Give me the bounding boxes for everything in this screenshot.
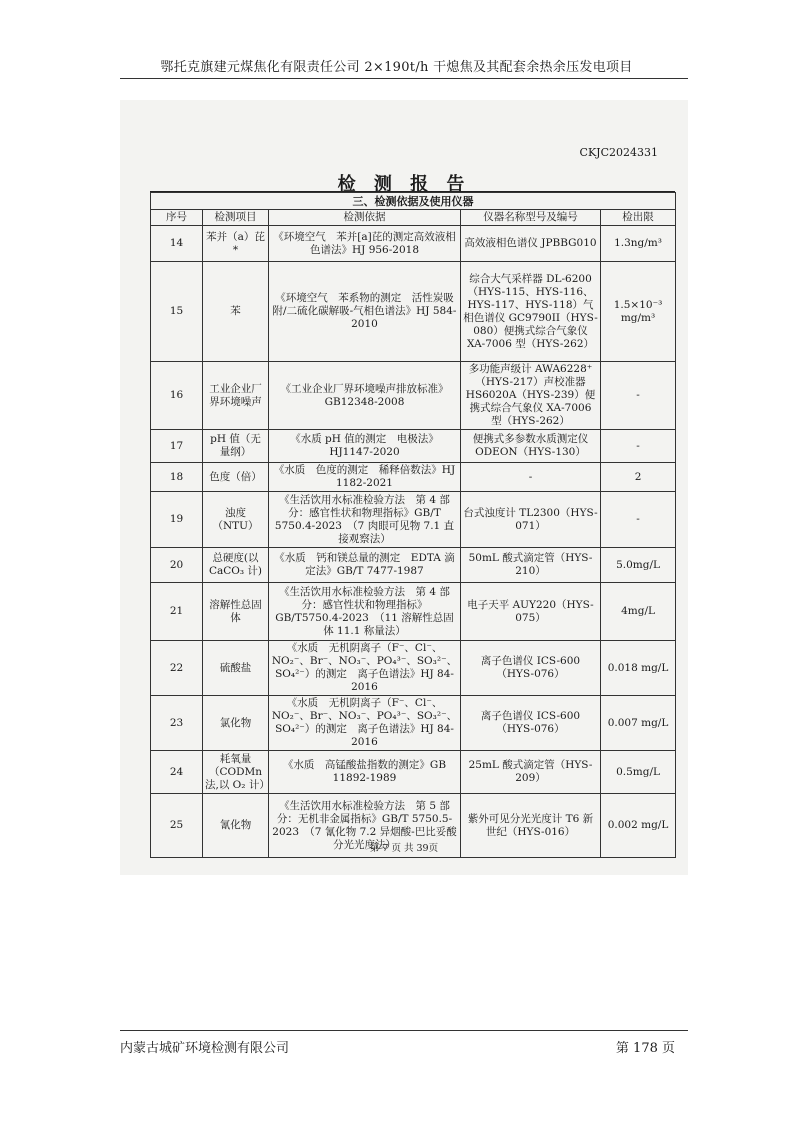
- table-row: [151, 463, 676, 492]
- cell-item: pH 值（无量纲）: [203, 430, 269, 463]
- table-row: [151, 696, 676, 751]
- footer-rule: [120, 1030, 688, 1031]
- cell-limit: 2: [601, 463, 676, 492]
- cell-limit: -: [601, 492, 676, 548]
- cell-no: 14: [151, 226, 203, 262]
- cell-item: 氰化物: [203, 794, 269, 858]
- section-title: 三、检测依据及使用仪器: [151, 193, 676, 210]
- table-row: [151, 492, 676, 548]
- cell-instrument: 25mL 酸式滴定管（HYS-209）: [461, 751, 601, 794]
- table-row: [151, 641, 676, 696]
- cell-basis: 《生活饮用水标准检验方法 第 5 部分：无机非金属指标》GB/T 5750.5-2023 （7 氰化物 7.2 异烟酸-巴比妥酸分光光度法）: [269, 794, 461, 858]
- cell-item: 耗氧量（CODMn 法,以 O₂ 计）: [203, 751, 269, 794]
- cell-basis: 《工业企业厂界环境噪声排放标准》GB12348-2008: [269, 362, 461, 430]
- cell-item: 溶解性总固体: [203, 583, 269, 641]
- cell-limit: 0.002 mg/L: [601, 794, 676, 858]
- cell-basis: 《水质 色度的测定 稀释倍数法》HJ 1182-2021: [269, 463, 461, 492]
- cell-item: 工业企业厂界环境噪声: [203, 362, 269, 430]
- cell-basis: 《生活饮用水标准检验方法 第 4 部分：感官性状和物理指标》GB/T5750.4-2023 （11 溶解性总固体 11.1 称量法）: [269, 583, 461, 641]
- cell-basis: 《水质 钙和镁总量的测定 EDTA 滴定法》GB/T 7477-1987: [269, 548, 461, 583]
- cell-instrument: 多功能声级计 AWA6228⁺（HYS-217）声校准器 HS6020A（HYS-239）便携式综合气象仪 XA-7006 型（HYS-262）: [461, 362, 601, 430]
- cell-instrument: 离子色谱仪 ICS-600（HYS-076）: [461, 641, 601, 696]
- cell-item: 色度（倍）: [203, 463, 269, 492]
- cell-instrument: 高效液相色谱仪 JPBBG010: [461, 226, 601, 262]
- cell-basis: 《水质 无机阴离子（F⁻、Cl⁻、NO₂⁻、Br⁻、NO₃⁻、PO₄³⁻、SO₃²⁻、SO₄²⁻）的测定 离子色谱法》HJ 84-2016: [269, 696, 461, 751]
- table-row: [151, 548, 676, 583]
- cell-basis: 《水质 无机阴离子（F⁻、Cl⁻、NO₂⁻、Br⁻、NO₃⁻、PO₄³⁻、SO₃²⁻、SO₄²⁻）的测定 离子色谱法》HJ 84-2016: [269, 641, 461, 696]
- cell-no: 22: [151, 641, 203, 696]
- cell-item: 苯并（a）芘*: [203, 226, 269, 262]
- cell-basis: 《水质 pH 值的测定 电极法》HJ1147-2020: [269, 430, 461, 463]
- cell-basis: 《环境空气 苯系物的测定 活性炭吸附/二硫化碳解吸-气相色谱法》HJ 584-2010: [269, 262, 461, 362]
- cell-limit: 1.3ng/m³: [601, 226, 676, 262]
- cell-item: 浊度（NTU）: [203, 492, 269, 548]
- cell-instrument: 50mL 酸式滴定管（HYS-210）: [461, 548, 601, 583]
- cell-instrument: 离子色谱仪 ICS-600（HYS-076）: [461, 696, 601, 751]
- header-item: 检测项目: [203, 210, 269, 226]
- table-row: [151, 430, 676, 463]
- report-code: CKJC2024331: [579, 146, 658, 159]
- cell-basis: 《生活饮用水标准检验方法 第 4 部分：感官性状和物理指标》GB/T 5750.4-2023 （7 肉眼可见物 7.1 直接观察法）: [269, 492, 461, 548]
- inner-page-number: 第 7 页 共 39页: [369, 843, 439, 854]
- inspection-basis-table: [150, 192, 676, 858]
- cell-no: 15: [151, 262, 203, 362]
- page-header-title: 鄂托克旗建元煤焦化有限责任公司 2×190t/h 干熄焦及其配套余热余压发电项目: [160, 60, 633, 75]
- footer-company: 内蒙古城矿环境检测有限公司: [120, 1041, 290, 1056]
- cell-instrument: 综合大气采样器 DL-6200（HYS-115、HYS-116、HYS-117、HYS-118）气相色谱仪 GC9790II（HYS-080）便携式综合气象仪 XA-7006 型（HYS-262）: [461, 262, 601, 362]
- cell-basis: 《水质 高锰酸盐指数的测定》GB 11892-1989: [269, 751, 461, 794]
- table-row: [151, 262, 676, 362]
- table-body: [151, 226, 676, 858]
- table-row: [151, 751, 676, 794]
- cell-limit: 1.5×10⁻³ mg/m³: [601, 262, 676, 362]
- cell-limit: 5.0mg/L: [601, 548, 676, 583]
- cell-no: 21: [151, 583, 203, 641]
- cell-instrument: 台式浊度计 TL2300（HYS-071）: [461, 492, 601, 548]
- cell-basis: 《环境空气 苯并[a]芘的测定高效液相色谱法》HJ 956-2018: [269, 226, 461, 262]
- footer-page-number: 第 178 页: [615, 1041, 675, 1056]
- cell-limit: -: [601, 362, 676, 430]
- header-limit: 检出限: [601, 210, 676, 226]
- cell-instrument: 紫外可见分光光度计 T6 新世纪（HYS-016）: [461, 794, 601, 858]
- cell-item: 氯化物: [203, 696, 269, 751]
- cell-no: 17: [151, 430, 203, 463]
- cell-limit: 4mg/L: [601, 583, 676, 641]
- cell-instrument: 电子天平 AUY220（HYS-075）: [461, 583, 601, 641]
- header-instrument: 仪器名称型号及编号: [461, 210, 601, 226]
- cell-item: 苯: [203, 262, 269, 362]
- cell-no: 19: [151, 492, 203, 548]
- cell-no: 24: [151, 751, 203, 794]
- report-title: 检 测 报 告: [337, 174, 471, 195]
- column-header-row: [151, 210, 676, 226]
- header-basis: 检测依据: [269, 210, 461, 226]
- header-rule: [120, 78, 688, 79]
- cell-no: 16: [151, 362, 203, 430]
- cell-instrument: 便携式多参数水质测定仪 ODEON（HYS-130）: [461, 430, 601, 463]
- cell-limit: 0.007 mg/L: [601, 696, 676, 751]
- header-no: 序号: [151, 210, 203, 226]
- cell-no: 23: [151, 696, 203, 751]
- cell-instrument: -: [461, 463, 601, 492]
- cell-no: 18: [151, 463, 203, 492]
- table-row: [151, 226, 676, 262]
- cell-no: 20: [151, 548, 203, 583]
- cell-item: 硫酸盐: [203, 641, 269, 696]
- table-row: [151, 362, 676, 430]
- cell-no: 25: [151, 794, 203, 858]
- cell-limit: 0.5mg/L: [601, 751, 676, 794]
- cell-item: 总硬度(以 CaCO₃ 计): [203, 548, 269, 583]
- table-row: [151, 583, 676, 641]
- cell-limit: -: [601, 430, 676, 463]
- cell-limit: 0.018 mg/L: [601, 641, 676, 696]
